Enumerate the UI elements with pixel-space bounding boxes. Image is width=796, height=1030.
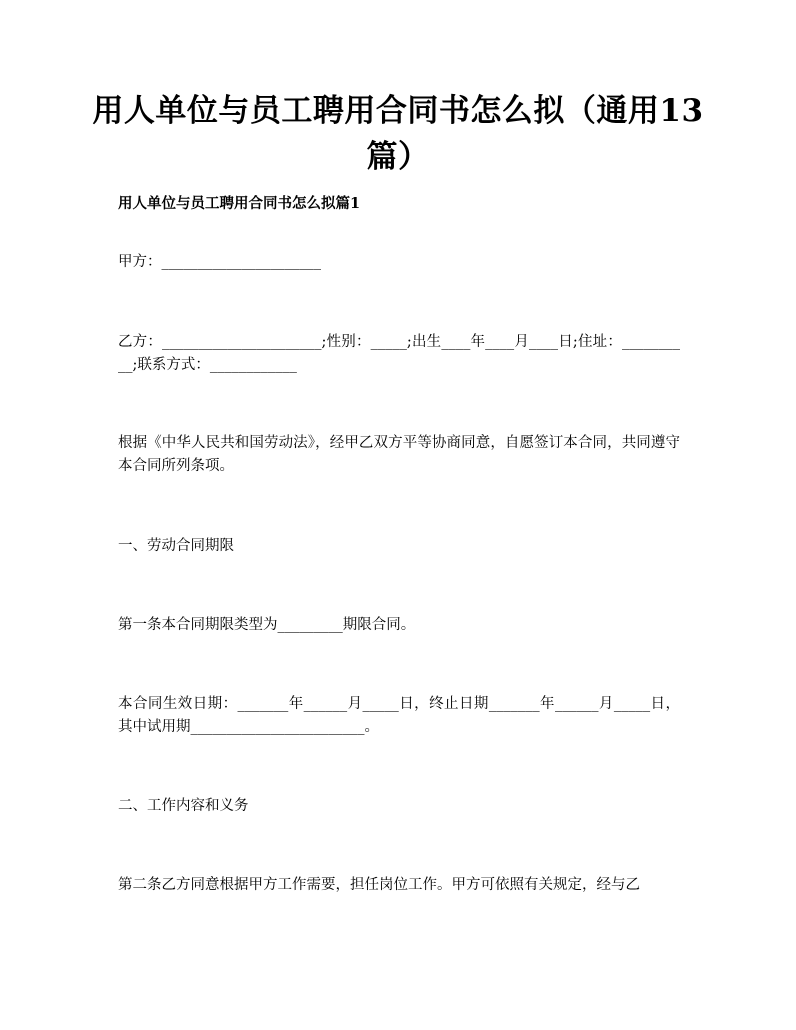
article-one-paragraph: 第一条本合同期限类型为_________期限合同。 <box>118 617 416 633</box>
party-b-line: 乙方：______________________;性别：_____;出生____年____月____日;住址：__________;联系方式：____________ <box>118 334 680 373</box>
section-two-heading: 二、工作内容和义务 <box>118 798 249 814</box>
effective-dates-paragraph: 本合同生效日期：_______年______月_____日，终止日期_______年______月_____日，其中试用期________________________。 <box>118 696 680 735</box>
document-title: 用人单位与员工聘用合同书怎么拟（通用13篇） <box>92 93 704 175</box>
article-two-paragraph: 第二条乙方同意根据甲方工作需要，担任岗位工作。甲方可依照有关规定，经与乙 <box>118 877 640 893</box>
section-one-heading: 一、劳动合同期限 <box>118 538 234 554</box>
party-a-line: 甲方：______________________ <box>118 254 321 270</box>
preamble-paragraph: 根据《中华人民共和国劳动法》，经甲乙双方平等协商同意，自愿签订本合同，共同遵守本合同所列条项。 <box>118 435 680 474</box>
section-heading: 用人单位与员工聘用合同书怎么拟篇1 <box>118 195 361 212</box>
